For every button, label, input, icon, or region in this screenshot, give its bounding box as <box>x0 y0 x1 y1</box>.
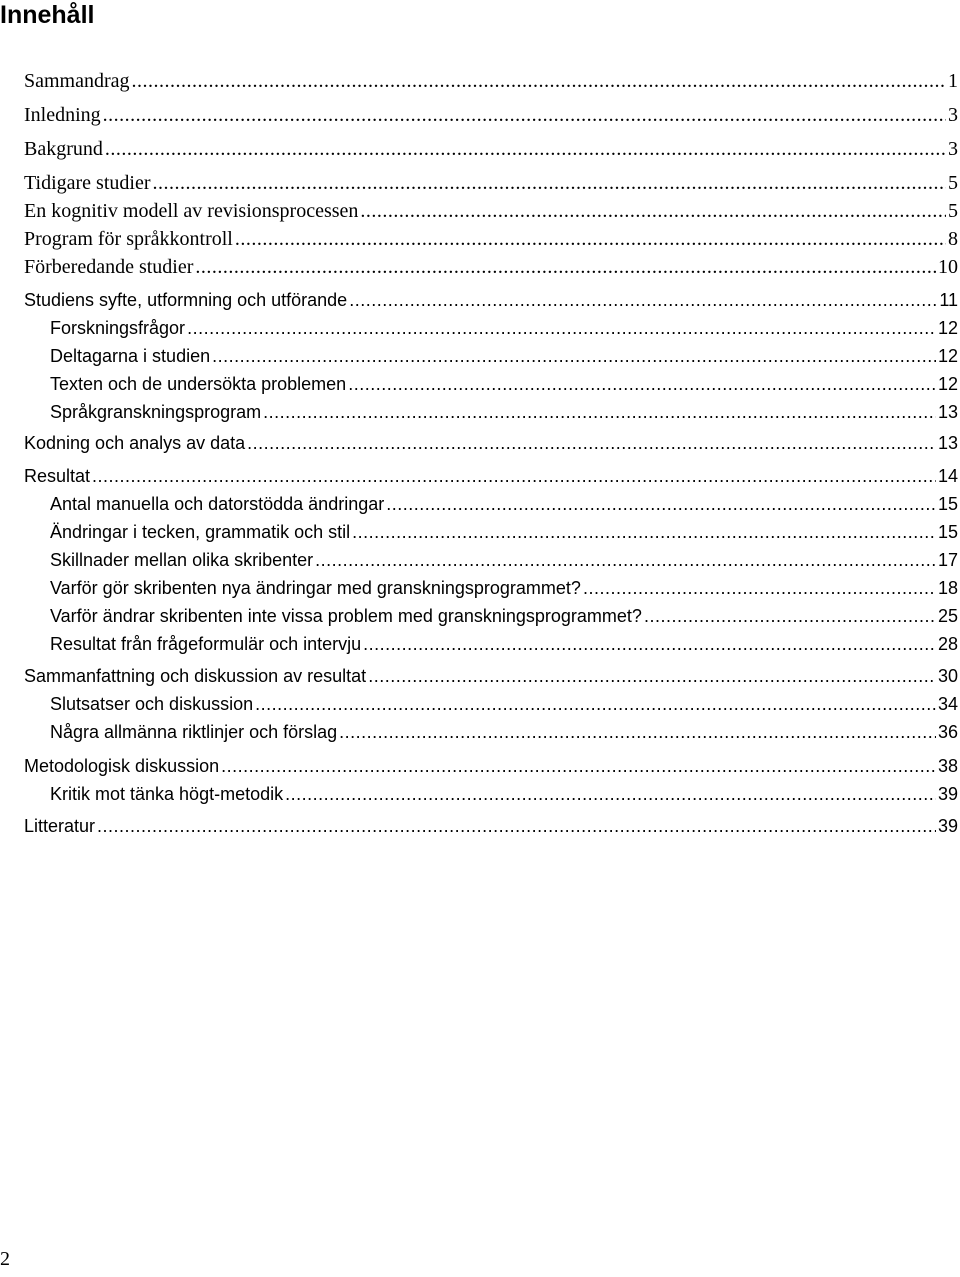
toc-dot-leader <box>187 318 936 339</box>
toc-entry[interactable] <box>50 550 958 578</box>
toc-entry-title: Skillnader mellan olika skribenter <box>50 550 314 570</box>
toc-entry-page: 12 <box>937 318 958 338</box>
toc-entry-page: 13 <box>937 433 958 453</box>
toc-entry-page: 39 <box>937 784 958 804</box>
toc-dot-leader <box>235 228 946 251</box>
toc-entry-title: Varför ändrar skribenten inte vissa problem med granskningsprogrammet? <box>50 606 642 626</box>
toc-entry-title: Antal manuella och datorstödda ändringar <box>50 494 385 514</box>
toc-dot-leader <box>363 634 936 655</box>
toc-entry-page: 17 <box>937 550 958 570</box>
toc-entry[interactable] <box>50 722 958 750</box>
toc-entry[interactable] <box>50 694 958 722</box>
toc-entry-page: 38 <box>937 756 958 776</box>
toc-dot-leader <box>348 374 936 395</box>
toc-entry-page: 18 <box>937 578 958 598</box>
toc-entry[interactable] <box>50 402 958 430</box>
toc-dot-leader <box>247 433 936 454</box>
toc-dot-leader <box>368 666 936 687</box>
toc-dot-leader <box>386 494 936 515</box>
toc-entry-page: 30 <box>937 666 958 686</box>
toc-entry-title: Studiens syfte, utformning och utförande <box>24 290 348 310</box>
toc-entry-title: Resultat <box>24 466 91 486</box>
toc-entry-page: 1 <box>948 70 958 92</box>
toc-entry-title: Tidigare studier <box>24 172 151 194</box>
toc-dot-leader <box>263 402 936 423</box>
toc-entry-title: Deltagarna i studien <box>50 346 211 366</box>
toc-dot-leader <box>152 172 946 195</box>
toc-entry-title: En kognitiv modell av revisionsprocessen <box>24 200 359 222</box>
toc-entry-title: Texten och de undersökta problemen <box>50 374 347 394</box>
toc-entry-page: 14 <box>937 466 958 486</box>
toc-entry-title: Sammandrag <box>24 70 130 92</box>
toc-entry[interactable] <box>24 138 958 166</box>
toc-dot-leader <box>92 466 936 487</box>
toc-entry-page: 11 <box>939 290 958 310</box>
toc-entry-title: Inledning <box>24 104 101 126</box>
toc-entry-page: 5 <box>948 200 958 222</box>
toc-entry-title: Kritik mot tänka högt-metodik <box>50 784 284 804</box>
toc-entry[interactable] <box>24 104 958 132</box>
toc-entry[interactable] <box>24 172 958 200</box>
toc-dot-leader <box>285 784 936 805</box>
toc-entry-page: 3 <box>948 104 958 126</box>
toc-entry[interactable] <box>24 466 958 494</box>
toc-dot-leader <box>221 756 936 777</box>
toc-entry-page: 3 <box>948 138 958 160</box>
toc-entry[interactable] <box>24 200 958 228</box>
toc-entry-page: 8 <box>948 228 958 250</box>
toc-entry[interactable] <box>24 666 958 694</box>
toc-dot-leader <box>352 522 936 543</box>
toc-entry-title: Förberedande studier <box>24 256 194 278</box>
toc-dot-leader <box>339 722 936 743</box>
toc-entry-title: Varför gör skribenten nya ändringar med granskningsprogrammet? <box>50 578 581 598</box>
toc-entry-title: Några allmänna riktlinjer och förslag <box>50 722 338 742</box>
toc-entry-title: Resultat från frågeformulär och intervju <box>50 634 362 654</box>
toc-entry-title: Ändringar i tecken, grammatik och stil <box>50 522 351 542</box>
toc-dot-leader <box>105 138 946 161</box>
toc-entry-page: 28 <box>937 634 958 654</box>
toc-dot-leader <box>349 290 937 311</box>
toc-entry[interactable] <box>50 494 958 522</box>
toc-entry-page: 39 <box>937 816 958 836</box>
toc-entry-title: Forskningsfrågor <box>50 318 186 338</box>
toc-entry[interactable] <box>50 606 958 634</box>
toc-dot-leader <box>583 578 936 599</box>
toc-entry-page: 12 <box>937 374 958 394</box>
toc-entry-page: 34 <box>937 694 958 714</box>
page-number: 2 <box>0 1248 10 1270</box>
toc-entry[interactable] <box>24 70 958 98</box>
toc-dot-leader <box>255 694 936 715</box>
toc-entry-title: Kodning och analys av data <box>24 433 246 453</box>
toc-entry-page: 36 <box>937 722 958 742</box>
toc-dot-leader <box>195 256 936 279</box>
toc-dot-leader <box>212 346 936 367</box>
toc-entry[interactable] <box>24 256 958 284</box>
toc-entry-page: 5 <box>948 172 958 194</box>
toc-entry-title: Bakgrund <box>24 138 103 160</box>
toc-entry-page: 25 <box>937 606 958 626</box>
toc-entry[interactable] <box>50 346 958 374</box>
toc-entry-page: 15 <box>937 522 958 542</box>
toc-entry[interactable] <box>24 433 958 461</box>
toc-entry-title: Språkgranskningsprogram <box>50 402 262 422</box>
toc-dot-leader <box>103 104 946 127</box>
toc-entry[interactable] <box>24 756 958 784</box>
toc-dot-leader <box>315 550 936 571</box>
toc-entry-title: Slutsatser och diskussion <box>50 694 254 714</box>
toc-entry-page: 13 <box>937 402 958 422</box>
toc-entry-title: Litteratur <box>24 816 96 836</box>
toc-dot-leader <box>97 816 936 837</box>
toc-entry[interactable] <box>50 784 958 812</box>
toc-entry[interactable] <box>24 228 958 256</box>
toc-entry[interactable] <box>50 634 958 662</box>
toc-entry-page: 10 <box>938 256 958 278</box>
toc-entry[interactable] <box>50 522 958 550</box>
toc-entry-page: 12 <box>937 346 958 366</box>
toc-dot-leader <box>644 606 936 627</box>
toc-entry-page: 15 <box>937 494 958 514</box>
toc-dot-leader <box>132 70 946 93</box>
toc-entry[interactable] <box>50 578 958 606</box>
toc-entry[interactable] <box>24 290 958 318</box>
toc-entry[interactable] <box>50 318 958 346</box>
toc-entry[interactable] <box>50 374 958 402</box>
toc-entry-title: Sammanfattning och diskussion av resultat <box>24 666 367 686</box>
toc-entry-title: Program för språkkontroll <box>24 228 233 250</box>
toc-entry-title: Metodologisk diskussion <box>24 756 220 776</box>
toc-entry[interactable] <box>24 816 958 844</box>
page-title: Innehåll <box>0 1 95 29</box>
toc-dot-leader <box>360 200 946 223</box>
